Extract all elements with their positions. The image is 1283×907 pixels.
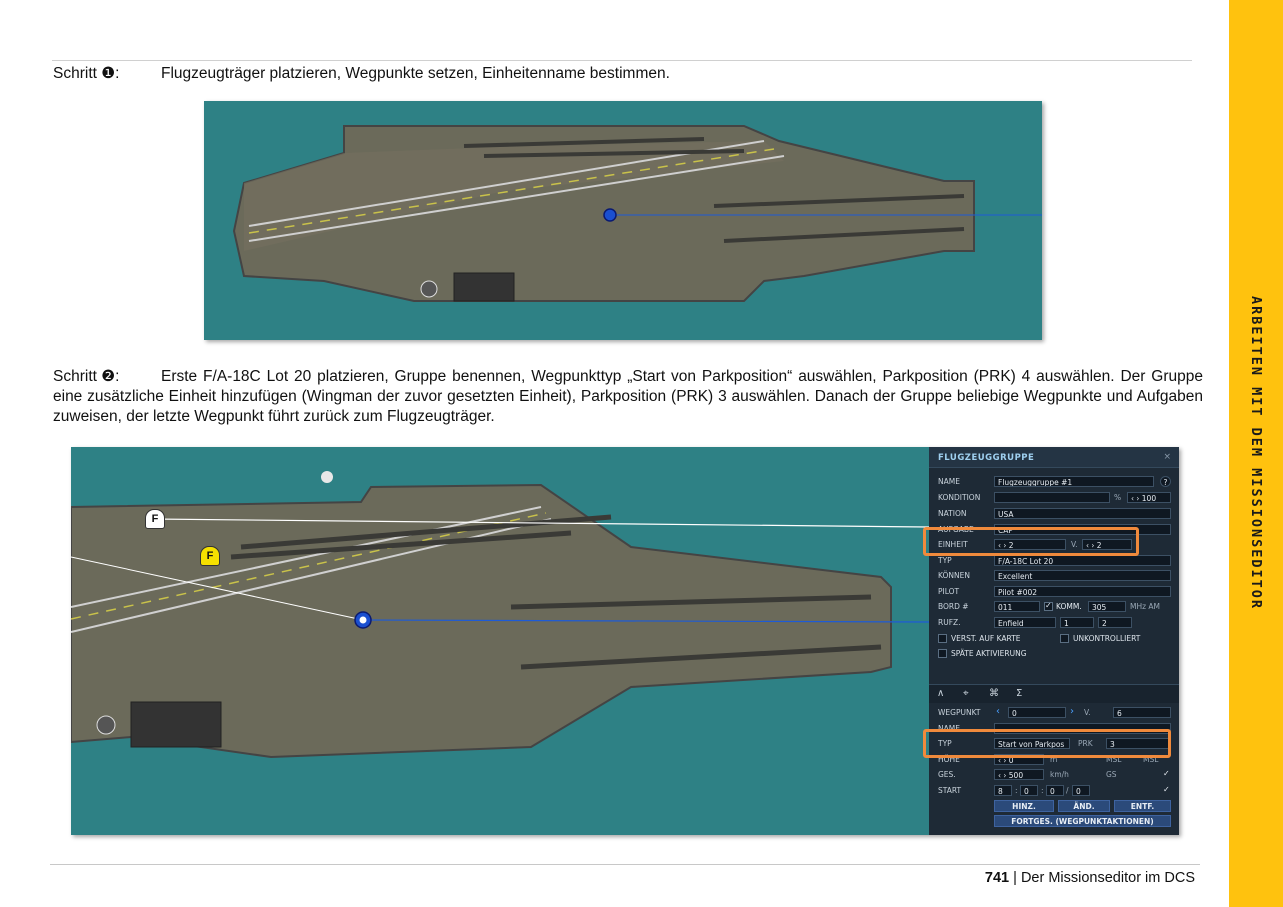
- pilot-label: PILOT: [938, 587, 960, 596]
- condition-input[interactable]: ‹ › 100: [1127, 492, 1171, 503]
- type-select[interactable]: F/A-18C Lot 20: [994, 555, 1171, 566]
- unit-label: EINHEIT: [938, 540, 968, 549]
- carrier-deck-1: [204, 101, 1042, 340]
- late-activation-checkbox[interactable]: [938, 649, 947, 658]
- step-1-label: Schritt ❶:: [53, 65, 120, 82]
- nation-select[interactable]: USA: [994, 508, 1171, 519]
- callsign-num2[interactable]: 2: [1098, 617, 1132, 628]
- chapter-title: ARBEITEN MIT DEM MISSIONSEDITOR: [1248, 296, 1264, 610]
- task-select[interactable]: CAP: [994, 524, 1171, 535]
- condition-unit: %: [1114, 493, 1122, 502]
- marker-f-yellow[interactable]: F: [200, 546, 220, 566]
- msl-label: MSL: [1106, 755, 1122, 764]
- page-number: 741: [984, 870, 1010, 886]
- uncontrolled-checkbox[interactable]: [1060, 634, 1069, 643]
- start-row: START 8 : 0 : 0 / 0 ✓: [938, 785, 1170, 796]
- comm-input[interactable]: 305: [1088, 601, 1126, 612]
- gs-label: GS: [1106, 770, 1117, 779]
- wp-type-select[interactable]: Start von Parkpos: [994, 738, 1070, 749]
- edit-button[interactable]: ÄND.: [1058, 800, 1110, 812]
- footer-separator: |: [1013, 870, 1017, 886]
- delete-button[interactable]: ENTF.: [1114, 800, 1171, 812]
- pilot-input[interactable]: Pilot #002: [994, 586, 1171, 597]
- top-rule: [52, 60, 1192, 61]
- callsign-select[interactable]: Enfield: [994, 617, 1056, 628]
- task-label: AUFGABE: [938, 525, 974, 534]
- help-icon[interactable]: ?: [1160, 476, 1171, 487]
- add-button[interactable]: HINZ.: [994, 800, 1054, 812]
- skill-select[interactable]: Excellent: [994, 570, 1171, 581]
- aircraft-group-panel: [929, 447, 1179, 835]
- start-day[interactable]: 0: [1072, 785, 1090, 796]
- name-label: NAME: [938, 477, 960, 486]
- condition-bar[interactable]: [994, 492, 1110, 503]
- late-activation-row: [938, 648, 1173, 660]
- carrier-screenshot-2: [71, 447, 1179, 835]
- board-label: BORD #: [938, 602, 969, 611]
- board-input[interactable]: 011: [994, 601, 1040, 612]
- step-2-text: Erste F/A-18C Lot 20 platzieren, Gruppe benennen, Wegpunkttyp „Start von Parkposition“ auswählen, Parkposition (PRK) 4 auswählen. Der Gruppe eine zusätzliche Einheit hinzufügen (Wingman der zuvor gesetzten Einheit), Parkposition (PRK) 3 auswählen. Danach der Gruppe beliebige Wegpunkte und Aufgaben zuweisen, der letzte Wegpunkt führt zurück zum Flugzeugträger.: [53, 368, 1203, 425]
- flags-row: [938, 633, 1173, 645]
- prk-label: PRK: [1078, 739, 1093, 748]
- uncontrolled-label: UNKONTROLLIERT: [1073, 634, 1141, 643]
- nation-row: [938, 508, 1173, 520]
- callsign-label: RUFZ.: [938, 618, 961, 627]
- type-label: TYP: [938, 556, 952, 565]
- tab-summary-icon[interactable]: Σ: [1016, 688, 1023, 699]
- start-second[interactable]: 0: [1046, 785, 1064, 796]
- carrier-deck-2: [71, 447, 929, 835]
- unit-stepper[interactable]: ‹ › 2: [994, 539, 1066, 550]
- type-row: [938, 555, 1173, 567]
- step-2: [53, 367, 1203, 427]
- callsign-row: [938, 617, 1173, 629]
- hidden-on-map-checkbox[interactable]: [938, 634, 947, 643]
- speed-label: GES.: [938, 770, 956, 779]
- altitude-unit: m: [1050, 755, 1058, 764]
- comm-check-icon: ✓: [1045, 601, 1052, 610]
- panel-tabs: [929, 684, 1179, 703]
- panel-header: [929, 447, 1179, 468]
- unit-highlight: [923, 527, 1139, 556]
- skill-row: [938, 570, 1173, 582]
- hidden-on-map-label: VERST. AUF KARTE: [951, 634, 1021, 643]
- unit-count[interactable]: ‹ › 2: [1082, 539, 1132, 550]
- wp-type-label: TYP: [938, 739, 952, 748]
- step-2-label: Schritt ❷:: [53, 368, 120, 385]
- wp-name-label: NAME: [938, 724, 960, 733]
- waypoint-row: [938, 707, 1173, 719]
- waypoint-prev-icon[interactable]: ‹: [996, 706, 1000, 717]
- condition-label: KONDITION: [938, 493, 981, 502]
- late-activation-label: SPÄTE AKTIVIERUNG: [951, 649, 1027, 658]
- name-row: [938, 476, 1173, 488]
- nation-label: NATION: [938, 509, 967, 518]
- bottom-rule: [50, 864, 1200, 865]
- prk-highlight: [923, 729, 1171, 758]
- start-hour[interactable]: 8: [994, 785, 1012, 796]
- actions-button[interactable]: FORTGES. (WEGPUNKTAKTIONEN): [994, 815, 1171, 827]
- altitude-label: HÖHE: [938, 755, 960, 764]
- gs-check-icon[interactable]: ✓: [1163, 769, 1170, 778]
- condition-row: [938, 492, 1173, 504]
- panel-title: FLUGZEUGGRUPPE: [938, 453, 1035, 463]
- close-icon[interactable]: ×: [1163, 452, 1171, 462]
- start-check-icon[interactable]: ✓: [1163, 785, 1170, 794]
- waypoint-next-icon[interactable]: ›: [1070, 706, 1074, 717]
- marker-f-white[interactable]: F: [145, 509, 165, 529]
- start-minute[interactable]: 0: [1020, 785, 1038, 796]
- step-1-text: Flugzeugträger platzieren, Wegpunkte setzen, Einheitenname bestimmen.: [161, 65, 670, 82]
- waypoint-of-label: V.: [1084, 708, 1091, 717]
- waypoint-count: 6: [1113, 707, 1171, 718]
- name-input[interactable]: Flugzeuggruppe #1: [994, 476, 1154, 487]
- comm-unit: MHz AM: [1130, 602, 1161, 611]
- skill-label: KÖNNEN: [938, 571, 970, 580]
- altitude-input[interactable]: ‹ › 0: [994, 754, 1044, 765]
- tab-payload-icon[interactable]: ⌘: [989, 688, 999, 699]
- comm-label: KOMM.: [1056, 602, 1082, 611]
- waypoint-select[interactable]: 0: [1008, 707, 1066, 718]
- speed-unit: km/h: [1050, 770, 1069, 779]
- callsign-num1[interactable]: 1: [1060, 617, 1094, 628]
- pilot-row: [938, 586, 1173, 598]
- footer-title: Der Missionseditor im DCS: [1020, 870, 1195, 886]
- prk-select[interactable]: 3: [1106, 738, 1171, 749]
- start-label: START: [938, 786, 962, 795]
- tab-targets-icon[interactable]: ⌖: [963, 688, 969, 699]
- board-row: [938, 601, 1173, 613]
- tab-route-icon[interactable]: ∧: [937, 688, 945, 699]
- waypoint-label: WEGPUNKT: [938, 708, 981, 717]
- msl-select[interactable]: MSL: [1143, 755, 1159, 764]
- speed-input[interactable]: ‹ › 500: [994, 769, 1044, 780]
- page-footer: [985, 870, 1195, 886]
- unit-of-label: V.: [1071, 540, 1078, 549]
- carrier-screenshot-1: [204, 101, 1042, 340]
- speed-row: [938, 769, 1173, 781]
